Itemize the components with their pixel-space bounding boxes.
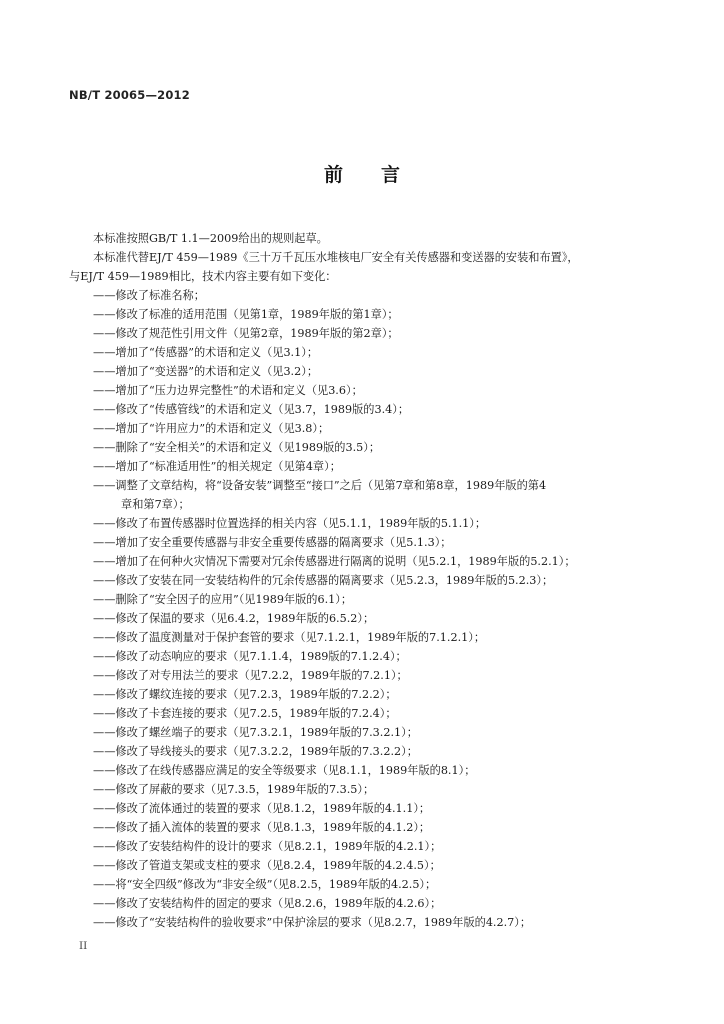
change-item: ——增加了“标准适用性”的相关规定（见第4章）； — [93, 460, 341, 473]
change-item: ——增加了“压力边界完整性”的术语和定义（见3.6）； — [93, 384, 363, 397]
change-item: ——修改了安装结构件的固定的要求（见8.2.6，1989年版的4.2.6）； — [93, 897, 442, 910]
change-item: ——修改了温度测量对于保护套管的要求（见7.1.2.1，1989年版的7.1.2.1）； — [93, 631, 486, 644]
document-code-header: NB/T 20065—2012 — [69, 88, 190, 102]
page-title: 前 言 — [323, 164, 400, 186]
change-item: ——修改了在线传感器应满足的安全等级要求（见8.1.1，1989年版的8.1）； — [93, 764, 476, 777]
change-item: ——增加了“变送器”的术语和定义（见3.2）； — [93, 365, 319, 378]
intro-paragraph: 本标准代替EJ/T 459—1989《三十万千瓦压水堆核电厂安全有关传感器和变送器的安装和布置》， — [93, 251, 579, 264]
change-item: ——修改了标准名称； — [93, 289, 205, 302]
preface-body — [69, 229, 649, 932]
page-number: II — [79, 940, 88, 952]
change-item: ——修改了安装结构件的设计的要求（见8.2.1，1989年版的4.2.1）； — [93, 840, 442, 853]
change-item: ——增加了“许用应力”的术语和定义（见3.8）； — [93, 422, 330, 435]
change-item: ——增加了在何种火灾情况下需要对冗余传感器进行隔离的说明（见5.2.1，1989年版的5.2.1）； — [93, 555, 576, 568]
change-item: ——修改了“传感管线”的术语和定义（见3.7，1989版的3.4）； — [93, 403, 410, 416]
change-item: ——修改了安装在同一安装结构件的冗余传感器的隔离要求（见5.2.3，1989年版的5.2.3）； — [93, 574, 554, 587]
change-item: ——删除了“安全相关”的术语和定义（见1989版的3.5）； — [93, 441, 381, 454]
change-item: ——修改了保温的要求（见6.4.2，1989年版的6.5.2）； — [93, 612, 375, 625]
change-item: ——修改了对专用法兰的要求（见7.2.2，1989年版的7.2.1）； — [93, 669, 408, 682]
change-item: ——调整了文章结构，将“设备安装”调整至“接口”之后（见第7章和第8章，1989年版的第4 — [93, 479, 547, 492]
change-item: ——修改了“安装结构件的验收要求”中保护涂层的要求（见8.2.7，1989年版的4.2.7）； — [93, 916, 532, 929]
change-item: ——将“安全四级”修改为“非安全级”（见8.2.5，1989年版的4.2.5）； — [93, 878, 437, 891]
change-item: ——修改了卡套连接的要求（见7.2.5，1989年版的7.2.4）； — [93, 707, 397, 720]
change-item: ——修改了螺丝端子的要求（见7.3.2.1，1989年版的7.3.2.1）； — [93, 726, 418, 739]
intro-paragraph: 本标准按照GB/T 1.1—2009给出的规则起草。 — [93, 232, 328, 245]
change-item: ——修改了动态响应的要求（见7.1.1.4，1989版的7.1.2.4）； — [93, 650, 407, 663]
change-item: ——修改了规范性引用文件（见第2章，1989年版的第2章）； — [93, 327, 399, 340]
change-item: ——增加了“传感器”的术语和定义（见3.1）； — [93, 346, 319, 359]
change-item: ——修改了流体通过的装置的要求（见8.1.2，1989年版的4.1.1）； — [93, 802, 431, 815]
change-item: ——修改了布置传感器时位置选择的相关内容（见5.1.1，1989年版的5.1.1）； — [93, 517, 487, 530]
change-item-continuation: 章和第7章）； — [121, 498, 190, 511]
change-item: ——修改了管道支架或支柱的要求（见8.2.4，1989年版的4.2.4.5）； — [93, 859, 441, 872]
change-item: ——增加了安全重要传感器与非安全重要传感器的隔离要求（见5.1.3）； — [93, 536, 452, 549]
change-item: ——修改了屏蔽的要求（见7.3.5，1989年版的7.3.5）； — [93, 783, 375, 796]
change-item: ——修改了标准的适用范围（见第1章，1989年版的第1章）； — [93, 308, 399, 321]
change-item: ——修改了导线接头的要求（见7.3.2.2，1989年版的7.3.2.2）； — [93, 745, 418, 758]
change-item: ——修改了插入流体的装置的要求（见8.1.3，1989年版的4.1.2）； — [93, 821, 431, 834]
change-item: ——删除了“安全因子的应用”（见1989年版的6.1）； — [93, 593, 353, 606]
intro-paragraph: 与EJ/T 459—1989相比，技术内容主要有如下变化： — [69, 270, 337, 283]
change-item: ——修改了螺纹连接的要求（见7.2.3，1989年版的7.2.2）； — [93, 688, 397, 701]
